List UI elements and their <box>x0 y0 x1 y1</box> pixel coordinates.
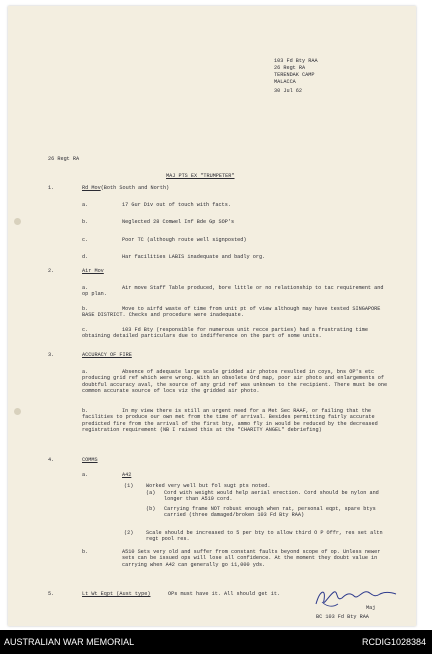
item-text: Air move Staff Table produced, bore little or no relationship to tac requirement and op plan. <box>82 285 384 298</box>
point-number: (2) <box>124 530 134 536</box>
item-label: a. <box>82 285 89 291</box>
sender-camp: TERENDAK CAMP <box>274 72 315 78</box>
document-title: MAJ PTS EX "TRUMPETER" <box>166 173 235 179</box>
punch-hole <box>14 408 21 415</box>
item-label: c. <box>82 237 89 243</box>
section-number: 3. <box>48 352 55 358</box>
point-number: (a) <box>146 490 156 496</box>
item-label: b. <box>82 408 89 414</box>
footer-right: RCDIG1028384 <box>361 637 426 647</box>
item-text: A510 Sets very old and suffer from constant faults beyond scope of op. Unless newer sets can be issued ops will lose all confidence. At the moment they doubt value in carrying when A42 can generally go 11,000 yds. <box>122 549 381 568</box>
point-text: Scale should be increased to 5 per bty to allow third O P Offr, res set altn regt pool res. <box>146 530 383 543</box>
item-label: c. <box>82 327 89 333</box>
item-text: Absence of adequate large scale gridded air photos resulted in coys, bns OP's etc producing grid ref which were wrong. With an obsolete Ord map, poor air photo and enlargements of doubtful accuracy aval, the source of any grid ref was unknown to the recipient. There must be one common accurate source of locs viz the gridded air photo. <box>82 369 388 394</box>
sender-regt: 26 Regt RA <box>274 65 306 71</box>
item-label: a. <box>82 202 89 208</box>
item-label: b. <box>82 549 89 555</box>
item-text: Poor TC (although route well signposted) <box>122 237 247 243</box>
item-label: a. <box>82 472 89 478</box>
addressee: 26 Regt RA <box>48 156 80 162</box>
signature-rank: Maj <box>366 605 376 611</box>
section-number: 2. <box>48 268 55 274</box>
section-number: 4. <box>48 457 55 463</box>
point-number: (b) <box>146 506 156 512</box>
point-text: Carrying frame NOT robust enough when rat, personal eqpt, spare btys carried (three damaged/broken 103 Fd Bty RAA) <box>164 506 376 519</box>
footer-left: AUSTRALIAN WAR MEMORIAL <box>4 637 135 647</box>
item-text: Neglected 28 Comwel Inf Bde Gp SOP's <box>122 219 235 225</box>
section-heading: ACCURACY OF FIRE <box>82 352 132 358</box>
item-label: b. <box>82 219 89 225</box>
item-text: Move to airfd waste of time from unit pt of view although may have tested SINGAPORE BASE DISTRICT. Checks and procedure were inadequate. <box>82 306 381 319</box>
signature-unit: BC 103 Fd Bty RAA <box>316 614 369 620</box>
point-text: Worked very well but fol sugt pts noted. <box>146 483 271 489</box>
item-text: In my view there is still an urgent need for a Met Sec RAAF, or failing that the facilities to produce our own met from the time of arrival. Besides permitting fairly accurate predicted fire from the arrival of the first bty, ammo fly in would be reduced by the decreased registration requirement (NB I raised this at the "CHARITY ANGEL" debriefing) <box>82 408 378 433</box>
section-number: 5. <box>48 591 55 597</box>
handwritten-signature <box>312 584 404 612</box>
item-label: b. <box>82 306 89 312</box>
section-text: OPs must have it. All should get it. <box>168 591 281 597</box>
punch-hole <box>14 218 21 225</box>
archive-footer <box>0 630 432 654</box>
section-number: 1. <box>48 185 55 191</box>
item-text: 17 Gur Div out of touch with facts. <box>122 202 231 208</box>
item-text: Har facilities LABIS inadequate and badly org. <box>122 254 266 260</box>
item-label: d. <box>82 254 89 260</box>
point-number: (1) <box>124 483 134 489</box>
section-heading: Rd Mov(Both South and North) <box>82 185 170 191</box>
sender-place: MALACCA <box>274 79 296 85</box>
point-text: Cord with weight would help aerial erection. Cord should be nylon and longer than A510 cord. <box>164 490 379 503</box>
section-heading: Air Mov <box>82 268 104 274</box>
sender-date: 30 Jul 62 <box>274 88 303 94</box>
section-heading: COMMS <box>82 457 98 463</box>
item-text: 103 Fd Bty (responsible for numerous unit recce parties) had a frustrating time obtaining detailed particulars due to indifference on the part of some units. <box>82 327 368 340</box>
section-heading: Lt Wt Eqpt (Aust type) <box>82 591 151 597</box>
item-label: a. <box>82 369 89 375</box>
sender-unit: 103 Fd Bty RAA <box>274 58 318 64</box>
subsection-heading: A42 <box>122 472 132 478</box>
